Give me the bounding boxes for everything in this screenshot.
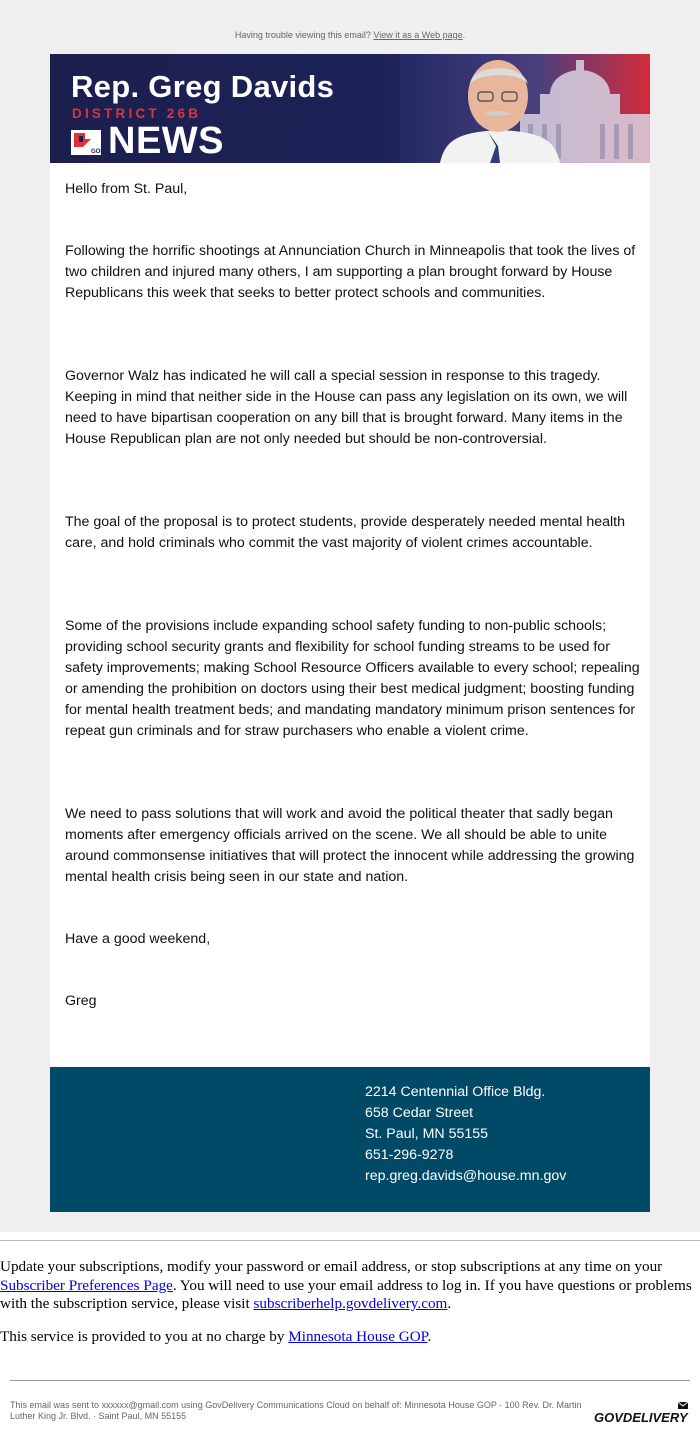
address-line-3: St. Paul, MN 55155 xyxy=(365,1126,489,1142)
banner-news: NEWS xyxy=(108,120,224,162)
view-web-page-link[interactable]: View it as a Web page xyxy=(373,30,463,40)
body-paragraph-3: The goal of the proposal is to protect students, provide desperately needed mental health care, and hold criminals who commit the vast majority of violent crimes accountable. xyxy=(65,514,625,551)
closing: Have a good weekend, xyxy=(65,931,211,947)
gop-logo-icon xyxy=(71,130,105,155)
minnesota-house-gop-link[interactable]: Minnesota House GOP xyxy=(288,1328,428,1345)
gop-logo-text: GOP xyxy=(91,149,105,155)
office-email[interactable]: rep.greg.davids@house.mn.gov xyxy=(365,1168,567,1184)
service-notice: This service is provided to you at no charge by Minnesota House GOP. xyxy=(0,1328,432,1345)
legal-text: This email was sent to xxxxxx@gmail.com using GovDelivery Communications Cloud on behalf of: Minnesota House GOP · 100 Rev. Dr. Martin Luther King Jr. Blvd. · Saint Paul, MN 55155 xyxy=(10,1400,582,1421)
subscriber-help-link[interactable]: subscriberhelp.govdelivery.com xyxy=(253,1295,448,1312)
office-phone: 651-296-9278 xyxy=(365,1147,454,1163)
address-line-2: 658 Cedar Street xyxy=(365,1105,474,1121)
body-paragraph-4: Some of the provisions include expanding school safety funding to non-public schools; providing school security grants and flexibility for school funding streams to be used for safety improvements; making School Resource Officers available to every school; repealing or amending the prohibition on doctors using their best medical judgment; boosting funding for mental health treatment beds; and mandating mandatory minimum prison sentences for repeat gun criminals and for straw purchasers who enable a violent crime. xyxy=(65,618,640,739)
contact-footer xyxy=(50,1067,650,1212)
subscriber-preferences-link[interactable]: Subscriber Preferences Page xyxy=(0,1276,173,1294)
banner-title: Rep. Greg Davids xyxy=(71,69,335,104)
subscription-notice: Update your subscriptions, modify your password or email address, or stop subscriptions at any time on your Subscriber Preferences Page. You will need to use your email address to log in. If you have questions or problems with the subscription service, please visit subscriberhelp.govdelivery.com. xyxy=(0,1258,692,1312)
email-body xyxy=(50,163,650,1067)
banner-district: DISTRICT 26B xyxy=(72,106,202,121)
greeting: Hello from St. Paul, xyxy=(65,181,188,197)
body-paragraph-5: We need to pass solutions that will work and avoid the political theater that sadly began moments after emergency officials arrived on the scene. We all should be able to unite around commonsense initiatives that will protect the innocent while addressing the growing mental health crisis being seen in our state and nation. xyxy=(65,806,635,885)
address-line-1: 2214 Centennial Office Bldg. xyxy=(365,1084,546,1100)
body-paragraph-2: Governor Walz has indicated he will call a special session in response to this tragedy. Keeping in mind that neither side in the House can pass any legislation on its own, we will need to have bipartisan cooperation on any bill that is brought forward. Many items in the House Republican plan are not only needed but should be non-controversial. xyxy=(65,368,628,447)
signature: Greg xyxy=(65,993,97,1009)
govdelivery-logo-text: GOVDELIVERY xyxy=(594,1410,688,1425)
preheader-text: Having trouble viewing this email? xyxy=(234,30,371,40)
preheader: Having trouble viewing this email? View it as a Web page. xyxy=(234,30,466,40)
envelope-icon xyxy=(678,1402,688,1409)
govdelivery-logo[interactable] xyxy=(594,1400,690,1426)
divider xyxy=(0,1240,700,1241)
newsletter-banner xyxy=(50,54,650,163)
body-paragraph-1: Following the horrific shootings at Annunciation Church in Minneapolis that took the lives of two children and injured many others, I am supporting a plan brought forward by House Republicans this week that seeks to better protect schools and communities. xyxy=(65,243,636,301)
footer-divider xyxy=(10,1380,690,1381)
office-address xyxy=(365,1082,566,1187)
representative-photo xyxy=(400,54,650,163)
